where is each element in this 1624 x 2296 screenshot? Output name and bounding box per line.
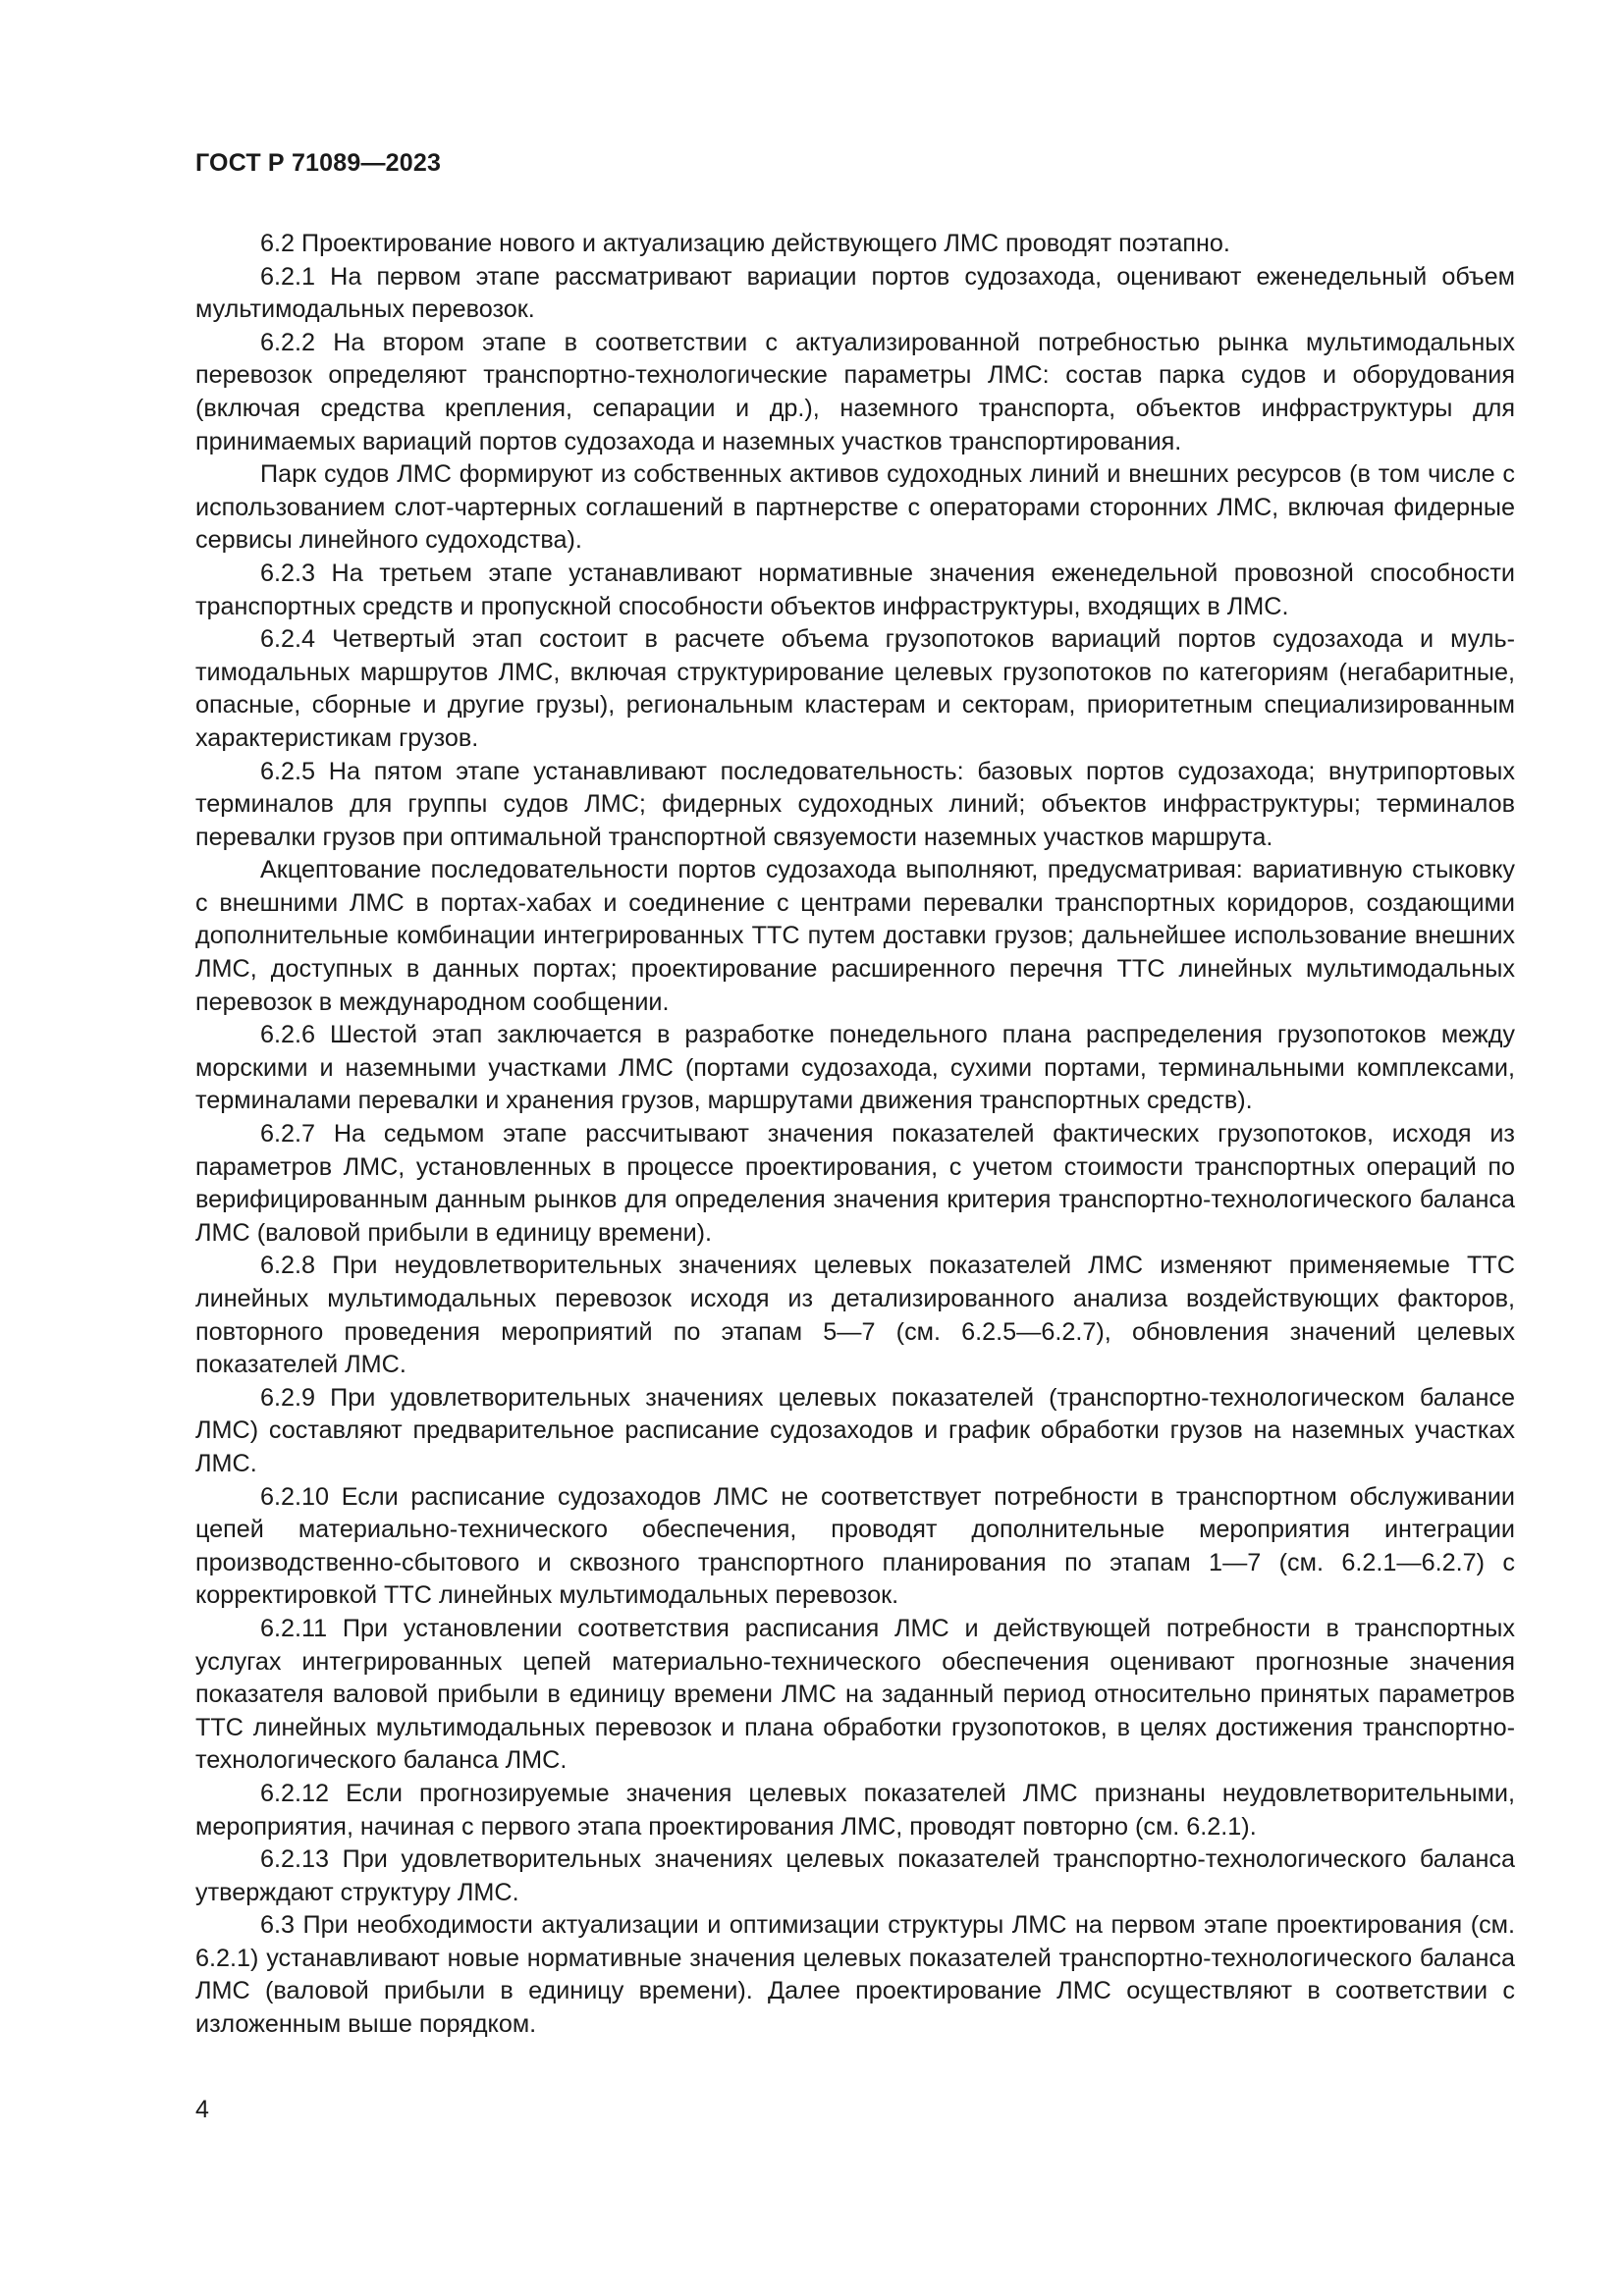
paragraph-6-2-12: 6.2.12 Если прогнозируемые значения целевых показателей ЛМС признаны неудовлетворительными, мероприятия, начиная с первого этапа проектирования ЛМС, проводят повторно (см. 6.2.1). — [195, 1779, 1515, 1841]
paragraph-6-2-2: 6.2.2 На втором этапе в соответствии с актуализированной потребностью рынка мультимодальных перевозок определяют транспортно-технологические параметры ЛМС: состав парка судов и оборудования (включая средства крепления, сепарации и др.), наземного транспорта, объектов инфраструктуры для принимаемых вариаций портов судозахода и наземных участков транспортирования. — [195, 328, 1515, 455]
paragraph-6-3: 6.3 При необходимости актуализации и оптимизации структуры ЛМС на первом этапе проектирования (см. 6.2.1) устанавливают новые нормативные значения целевых показателей транспортно-технологического баланса ЛМС (валовой прибыли в единицу времени). Далее проектирование ЛМС осуществляют в соответствии с изложенным выше порядком. — [195, 1911, 1515, 2039]
paragraph-acceptance: Акцептование последовательности портов судозахода выполняют, предусматривая: вариативную стыковку с внешними ЛМС в портах-хабах и соединение с центрами перевалки транспортных коридоров, создающими дополнительные комбинации интегрированных ТТС путем доставки грузов; дальнейшее использование внешних ЛМС, доступных в данных портах; проектирование расширенного перечня ТТС линейных мультимодальных перевозок в международном сообщении. — [195, 856, 1515, 1016]
paragraph-6-2-10: 6.2.10 Если расписание судозаходов ЛМС не соответствует потребности в транспортном обслуживании цепей материально-технического обеспечения, проводят дополнительные мероприятия интеграции производственно-сбытового и сквозного транспортного планирования по этапам 1—7 (см. 6.2.1—6.2.7) с корректировкой ТТС линейных мультимодальных перевозок. — [195, 1482, 1515, 1610]
paragraph-6-2-4: 6.2.4 Четвертый этап состоит в расчете объема грузопотоков вариаций портов судозахода и мультимодальных маршрутов ЛМС, включая структурирование целевых грузопотоков по категориям (негабаритные, опасные, сборные и другие грузы), региональным кластерам и секторам, приоритетным специализированным характеристикам грузов. — [195, 625, 1515, 752]
paragraph-6-2-1: 6.2.1 На первом этапе рассматривают вариации портов судозахода, оценивают еженедельный объем мультимодальных перевозок. — [195, 262, 1515, 324]
document-header: ГОСТ Р 71089—2023 — [195, 149, 442, 177]
paragraph-fleet: Парк судов ЛМС формируют из собственных активов судоходных линий и внешних ресурсов (в том числе с использованием слот-чартерных соглашений в партнерстве с операторами сторонних ЛМС, включая фидерные сервисы линейного судоходства). — [195, 460, 1515, 555]
document-body — [195, 228, 1515, 2042]
paragraph-6-2-13: 6.2.13 При удовлетворительных значениях целевых показателей транспортно-технологического баланса утверждают структуру ЛМС. — [195, 1845, 1515, 1906]
paragraph-6-2-5: 6.2.5 На пятом этапе устанавливают последовательность: базовых портов судозахода; внутрипортовых терминалов для группы судов ЛМС; фидерных судоходных линий; объектов инфраструктуры; терминалов перевалки грузов при оптимальной транспортной связуемости наземных участков маршрута. — [195, 757, 1515, 851]
paragraph-6-2-7: 6.2.7 На седьмом этапе рассчитывают значения показателей фактических грузопотоков, исходя из параметров ЛМС, установленных в процессе проектирования, с учетом стоимости транспортных операций по верифицированным данным рынков для определения значения критерия транспортно-технологического баланса ЛМС (валовой прибыли в единицу времени). — [195, 1120, 1515, 1247]
paragraph-6-2-6: 6.2.6 Шестой этап заключается в разработке понедельного плана распределения грузопотоков между морскими и наземными участками ЛМС (портами судозахода, сухими портами, терминальными комплексами, терминалами перевалки и хранения грузов, маршрутами движения транспортных средств). — [195, 1021, 1515, 1115]
page-number: 4 — [195, 2096, 209, 2123]
paragraph-6-2-3: 6.2.3 На третьем этапе устанавливают нормативные значения еженедельной провозной способности транспортных средств и пропускной способности объектов инфраструктуры, входящих в ЛМС. — [195, 559, 1515, 620]
paragraph-6-2-9: 6.2.9 При удовлетворительных значениях целевых показателей (транспортно-технологическом балансе ЛМС) составляют предварительное расписание судозаходов и график обработки грузов на наземных участках ЛМС. — [195, 1383, 1515, 1477]
paragraph-6-2-11: 6.2.11 При установлении соответствия расписания ЛМС и действующей потребности в транспортных услугах интегрированных цепей материально-технического обеспечения оценивают прогнозные значения показателя валовой прибыли в единицу времени ЛМС на заданный период относительно принятых параметров ТТС линейных мультимодальных перевозок и плана обработки грузопотоков, в целях достижения транспортно-технологического баланса ЛМС. — [195, 1614, 1515, 1775]
paragraph-6-2-8: 6.2.8 При неудовлетворительных значениях целевых показателей ЛМС изменяют применяемые ТТС линейных мультимодальных перевозок исходя из детализированного анализа воздействующих факторов, повторного проведения мероприятий по этапам 5—7 (см. 6.2.5—6.2.7), обновления значений целевых показателей ЛМС. — [195, 1252, 1515, 1379]
paragraph-6-2: 6.2 Проектирование нового и актуализацию действующего ЛМС проводят поэтапно. — [260, 230, 1230, 257]
